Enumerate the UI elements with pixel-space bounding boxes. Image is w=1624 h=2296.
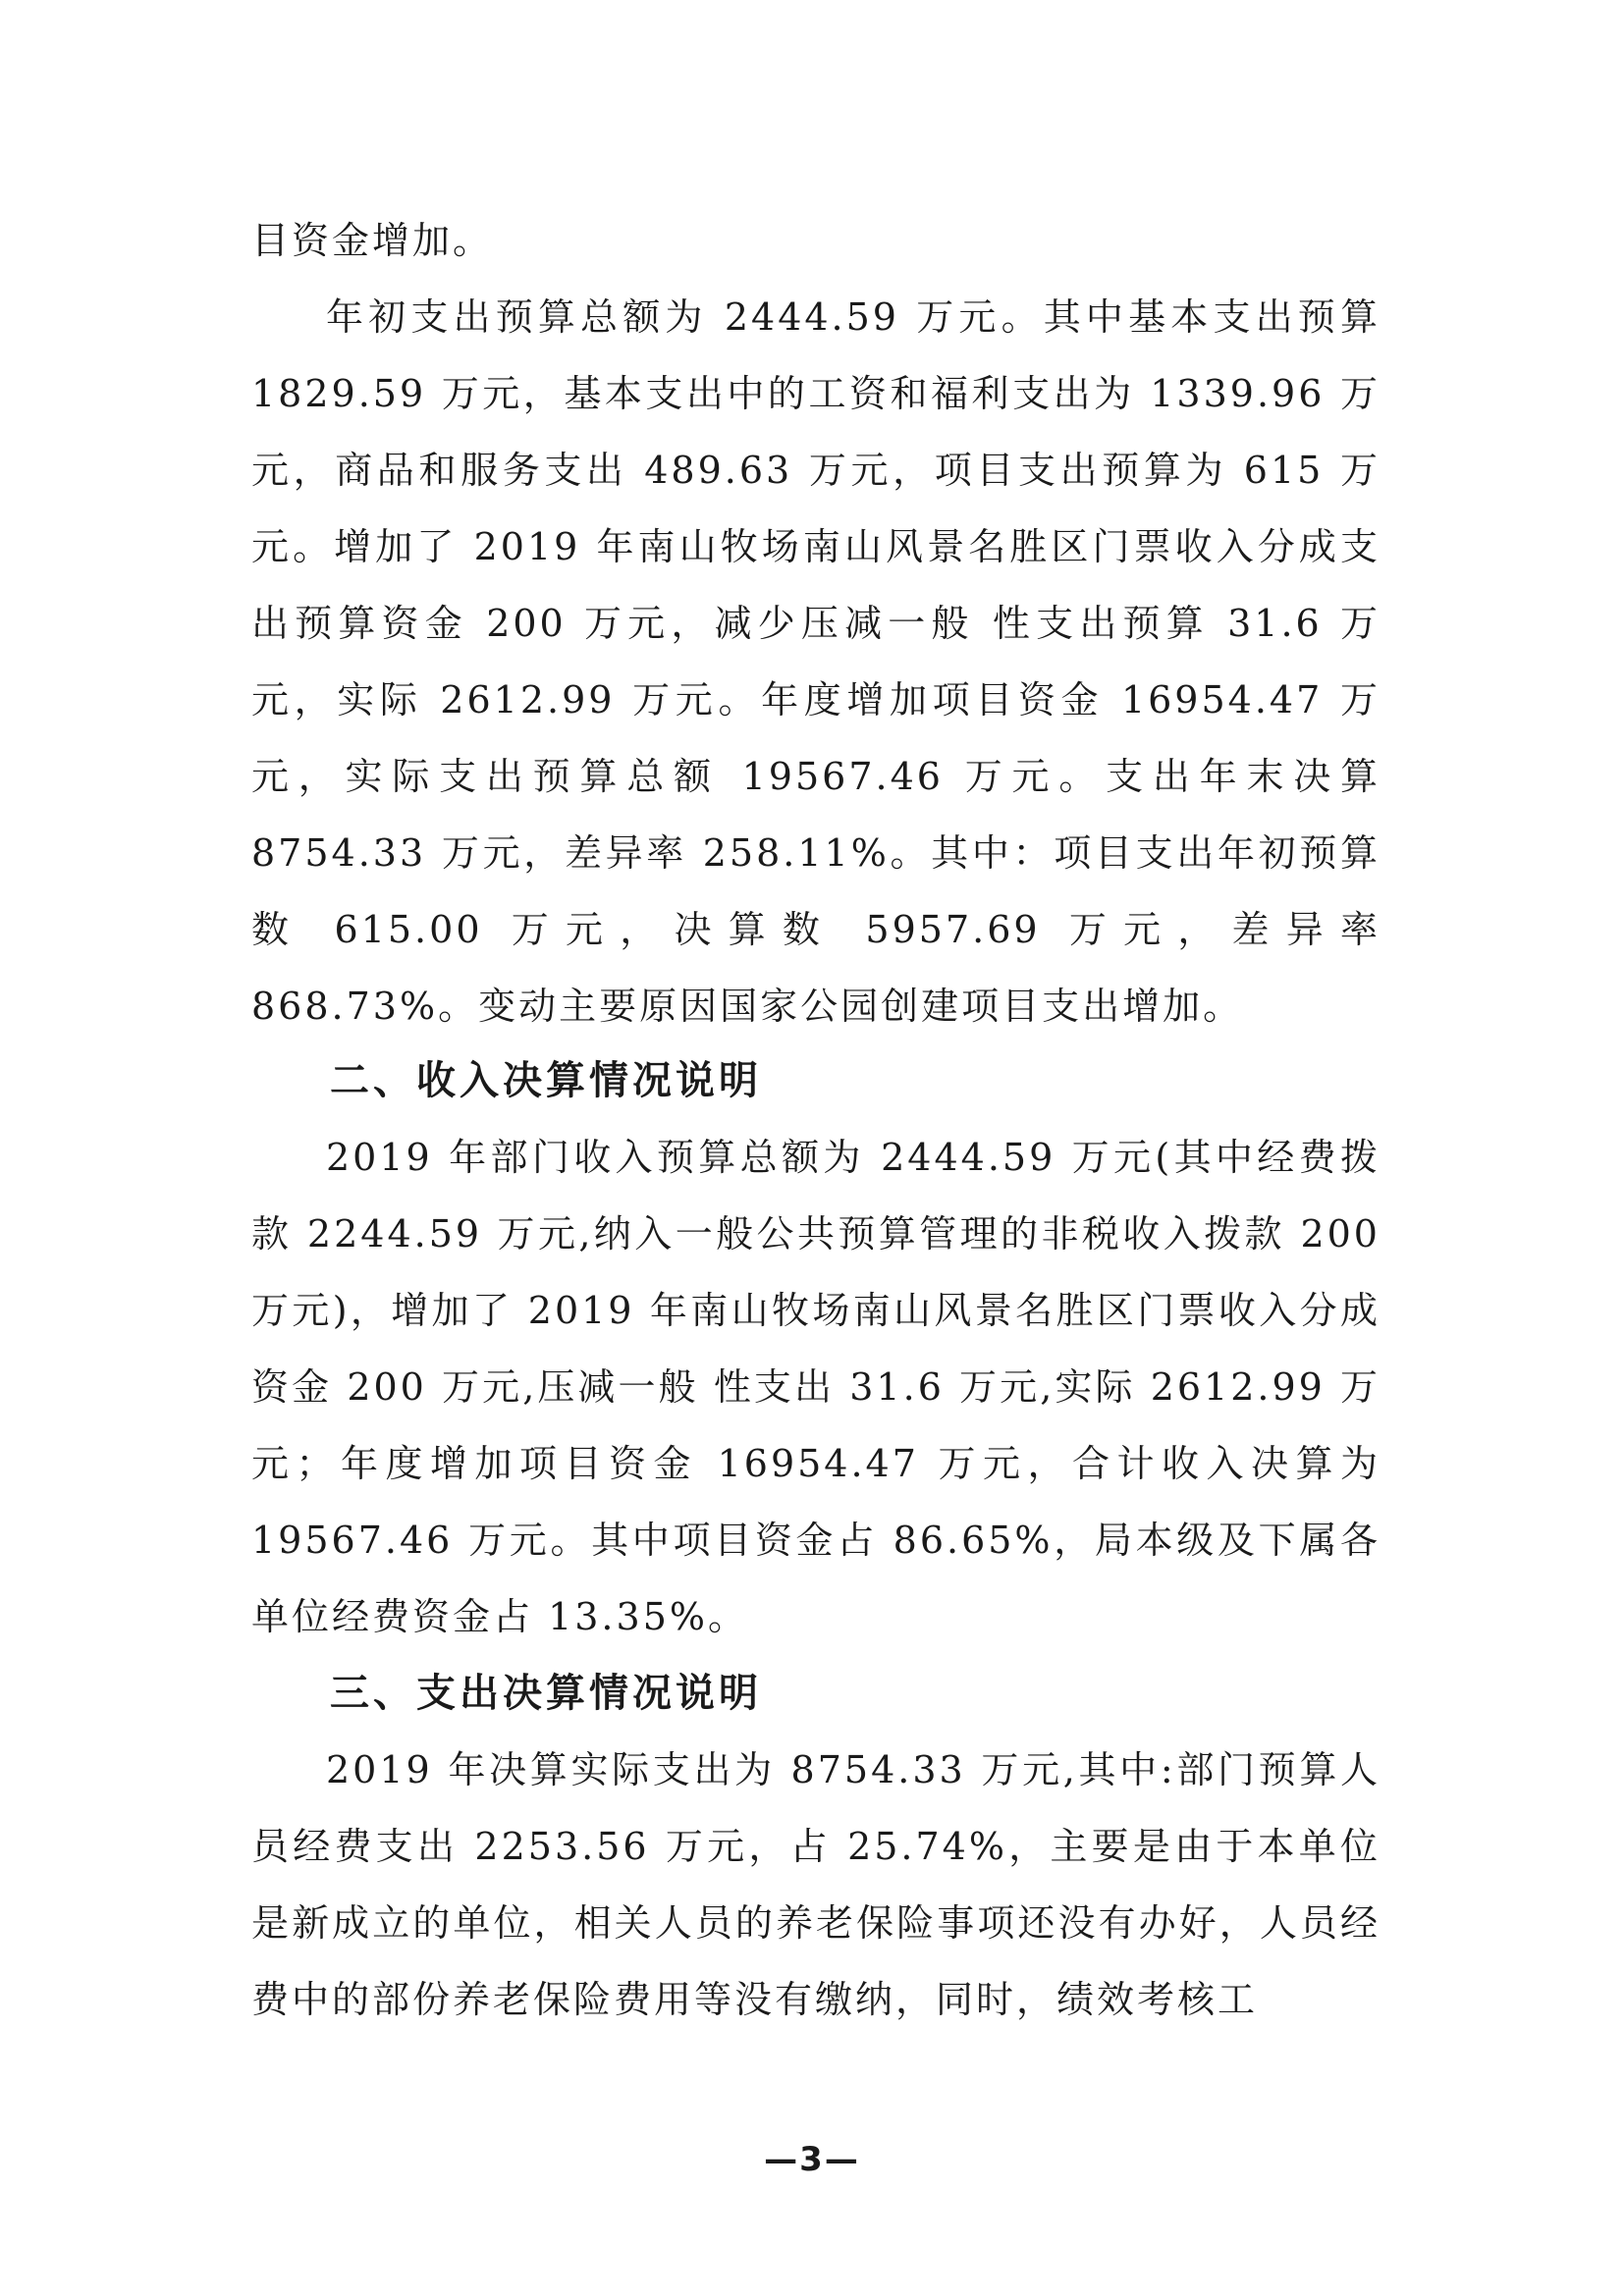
budget-section bbox=[251, 202, 1380, 1044]
income-paragraph: 2019 年部门收入预算总额为 2444.59 万元(其中经费拨款 2244.59 万元,纳入一般公共预算管理的非税收入拨款 200 万元)，增加了 2019 年南山牧场南山风景名胜区门票收入分成资金 200 万元,压减一般 性支出 31.6 万元,实际 2612.99 万元；年度增加项目资金 16954.47 万元，合计收入决算为 19567.46 万元。其中项目资金占 86.65%，局本级及下属各单位经费资金占 13.35%。 bbox=[251, 1136, 1380, 1638]
expense-heading: 三、支出决算情况说明 bbox=[330, 1671, 762, 1716]
expense-paragraph: 2019 年决算实际支出为 8754.33 万元,其中:部门预算人员经费支出 2253.56 万元，占 25.74%，主要是由于本单位是新成立的单位，相关人员的养老保险事项还没有办好，人员经费中的部份养老保险费用等没有缴纳，同时，绩效考核工 bbox=[251, 1748, 1380, 2021]
continuation-paragraph: 目资金增加。 bbox=[251, 219, 494, 262]
budget-paragraph: 年初支出预算总额为 2444.59 万元。其中基本支出预算 1829.59 万元，基本支出中的工资和福利支出为 1339.96 万元，商品和服务支出 489.63 万元，项目支出预算为 615 万元。增加了 2019 年南山牧场南山风景名胜区门票收入分成支出预算资金 200 万元，减少压减一般 性支出预算 31.6 万元，实际 2612.99 万元。年度增加项目资金 16954.47 万元，实际支出预算总额 19567.46 万元。支出年末决算 8754.33 万元，差异率 258.11%。其中：项目支出年初预算数 615.00 万元，决算数 5957.69 万元，差异率 868.73%。变动主要原因国家公园创建项目支出增加。 bbox=[251, 295, 1380, 1028]
income-heading: 二、收入决算情况说明 bbox=[330, 1058, 762, 1103]
expense-section bbox=[251, 1655, 1380, 2038]
page-number: —3— bbox=[764, 2140, 860, 2179]
income-section bbox=[251, 1042, 1380, 1655]
